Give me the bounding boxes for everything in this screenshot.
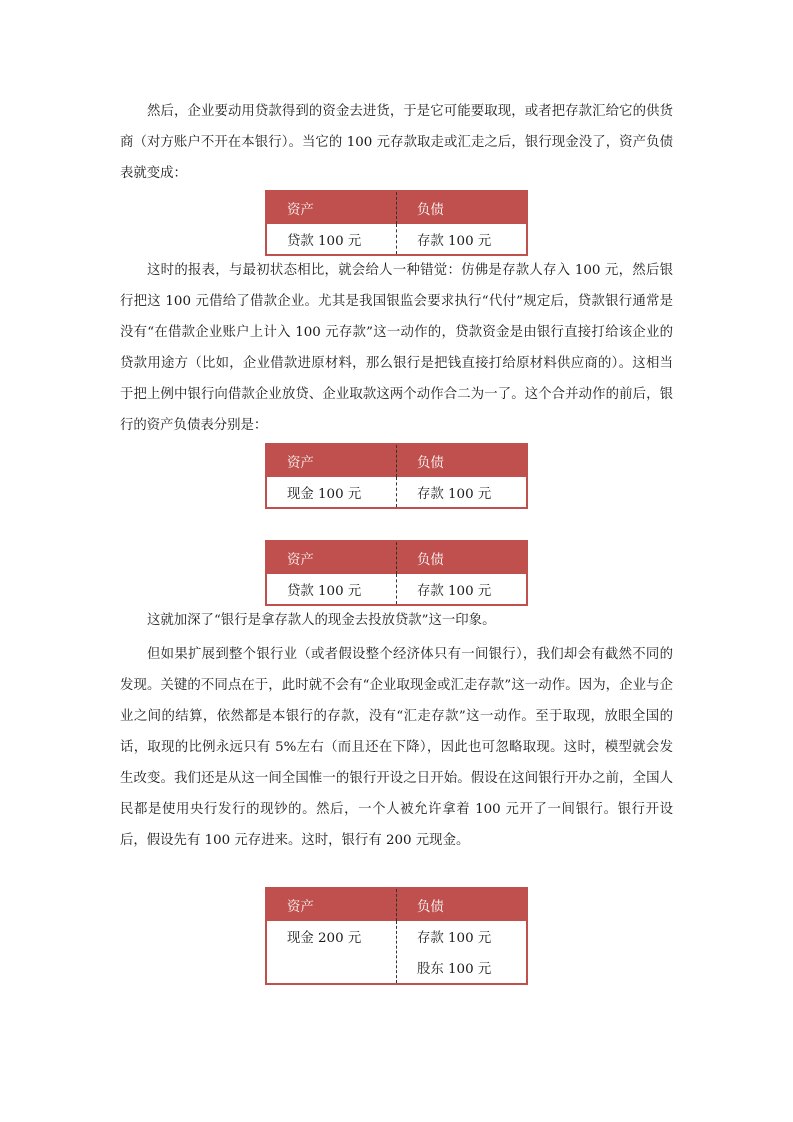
paragraph-3: 这就加深了“银行是拿存款人的现金去投放贷款”这一印象。 bbox=[147, 613, 496, 628]
asset-cell: 贷款 100 元 bbox=[287, 583, 362, 599]
liabilities-header: 负债 bbox=[396, 192, 526, 224]
liabilities-header: 负债 bbox=[396, 542, 526, 574]
liability-cell: 股东 100 元 bbox=[417, 962, 492, 977]
assets-header: 资产 bbox=[287, 202, 314, 218]
balance-sheet-table bbox=[265, 540, 528, 606]
balance-sheet-table bbox=[265, 190, 528, 256]
liability-cell: 存款 100 元 bbox=[417, 931, 492, 946]
assets-header: 资产 bbox=[287, 455, 314, 471]
balance-sheet-table bbox=[265, 887, 528, 985]
assets-header: 资产 bbox=[287, 552, 314, 568]
liabilities-header: 负债 bbox=[396, 889, 526, 921]
asset-cell: 现金 200 元 bbox=[287, 931, 362, 946]
liability-cell: 存款 100 元 bbox=[396, 477, 526, 507]
assets-header: 资产 bbox=[287, 899, 314, 915]
liability-cell: 存款 100 元 bbox=[396, 574, 526, 604]
paragraph-1: 然后，企业要动用贷款得到的资金去进货，于是它可能要取现，或者把存款汇给它的供货商（对方账户不开在本银行）。当它的 100 元存款取走或汇走之后，银行现金没了，资产负债表就变成： bbox=[120, 104, 673, 181]
balance-sheet-table bbox=[265, 443, 528, 509]
asset-cell: 贷款 100 元 bbox=[287, 233, 362, 249]
paragraph-2: 这时的报表，与最初状态相比，就会给人一种错觉：仿佛是存款人存入 100 元，然后银行把这 100 元借给了借款企业。尤其是我国银监会要求执行“代付”规定后，贷款银行通常是没有“在借款企业账户上计入 100 元存款”这一动作的，贷款资金是由银行直接打给该企业的贷款用途方（比如，企业借款进原材料，那么银行是把钱直接打给原材料供应商的）。这相当于把上例中银行向借款企业放贷、企业取款这两个动作合二为一了。这个合并动作的前后，银行的资产负债表分别是： bbox=[120, 263, 673, 433]
paragraph-4: 但如果扩展到整个银行业（或者假设整个经济体只有一间银行），我们却会有截然不同的发现。关键的不同点在于，此时就不会有“企业取现金或汇走存款”这一动作。因为，企业与企业之间的结算，依然都是本银行的存款，没有“汇走存款”这一动作。至于取现，放眼全国的话，取现的比例永远只有 5%左右（而且还在下降），因此也可忽略取现。这时，模型就会发生改变。我们还是从这一间全国惟一的银行开设之日开始。假设在这间银行开办之前，全国人民都是使用央行发行的现钞的。然后，一个人被允许拿着 100 元开了一间银行。银行开设后，假设先有 100 元存进来。这时，银行有 200 元现金。 bbox=[120, 647, 673, 848]
liabilities-header: 负债 bbox=[396, 445, 526, 477]
asset-cell: 现金 100 元 bbox=[287, 486, 362, 502]
liability-cell: 存款 100 元 bbox=[396, 224, 526, 254]
